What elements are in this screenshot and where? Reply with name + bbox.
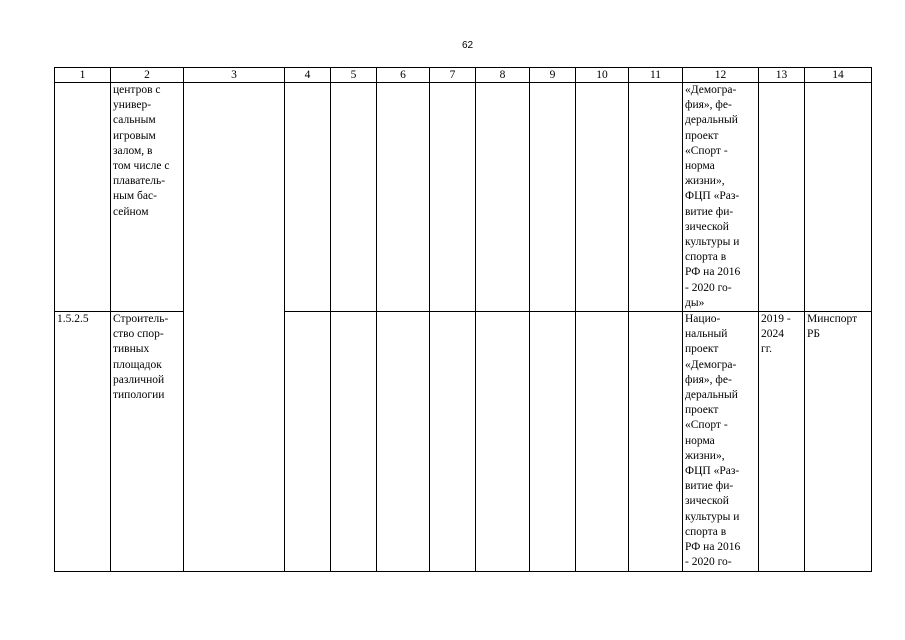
table-cell <box>285 83 331 312</box>
column-header: 4 <box>285 68 331 83</box>
table-cell <box>530 83 576 312</box>
table-cell <box>629 83 683 312</box>
table-cell <box>629 312 683 571</box>
column-header: 10 <box>576 68 629 83</box>
funding-source: «Демогра- фия», фе- деральный проект «Спорт - норма жизни», ФЦП «Раз- витие фи- зической культуры и спорта в РФ на 2016 - 2020 го- ды» <box>683 83 759 312</box>
period <box>759 83 805 312</box>
table-cell <box>530 312 576 571</box>
table-cell <box>184 83 285 312</box>
executor <box>805 83 872 312</box>
page-number: 62 <box>461 40 474 51</box>
table-cell <box>331 83 377 312</box>
program-table <box>54 67 872 572</box>
column-header: 1 <box>55 68 111 83</box>
column-header: 13 <box>759 68 805 83</box>
table-cell <box>285 312 331 571</box>
executor: Минспорт РБ <box>805 312 872 571</box>
table-cell <box>430 312 476 571</box>
table-cell <box>476 83 530 312</box>
column-header: 3 <box>184 68 285 83</box>
column-header: 14 <box>805 68 872 83</box>
table-row <box>55 312 872 571</box>
column-header: 7 <box>430 68 476 83</box>
table-cell <box>476 312 530 571</box>
period: 2019 - 2024 гг. <box>759 312 805 571</box>
table-cell <box>576 83 629 312</box>
column-header: 11 <box>629 68 683 83</box>
event-name: Строитель- ство спор- тивных площадок различной типологии <box>111 312 184 571</box>
table-cell <box>184 312 285 571</box>
column-header: 12 <box>683 68 759 83</box>
column-header: 2 <box>111 68 184 83</box>
column-header: 5 <box>331 68 377 83</box>
row-id: 1.5.2.5 <box>55 312 111 571</box>
table-cell <box>331 312 377 571</box>
table-row <box>55 83 872 312</box>
row-id <box>55 83 111 312</box>
column-header: 6 <box>377 68 430 83</box>
funding-source: Нацио- нальный проект «Демогра- фия», фе- деральный проект «Спорт - норма жизни», ФЦП «Раз- витие фи- зической культуры и спорта в РФ на 2016 - 2020 го- <box>683 312 759 571</box>
column-header: 9 <box>530 68 576 83</box>
table-cell <box>576 312 629 571</box>
event-name: центров с универ- сальным игровым залом, в том числе с плаватель- ным бас- сейном <box>111 83 184 312</box>
table-cell <box>430 83 476 312</box>
table-cell <box>377 312 430 571</box>
table-cell <box>377 83 430 312</box>
header-row <box>55 68 872 83</box>
column-header: 8 <box>476 68 530 83</box>
